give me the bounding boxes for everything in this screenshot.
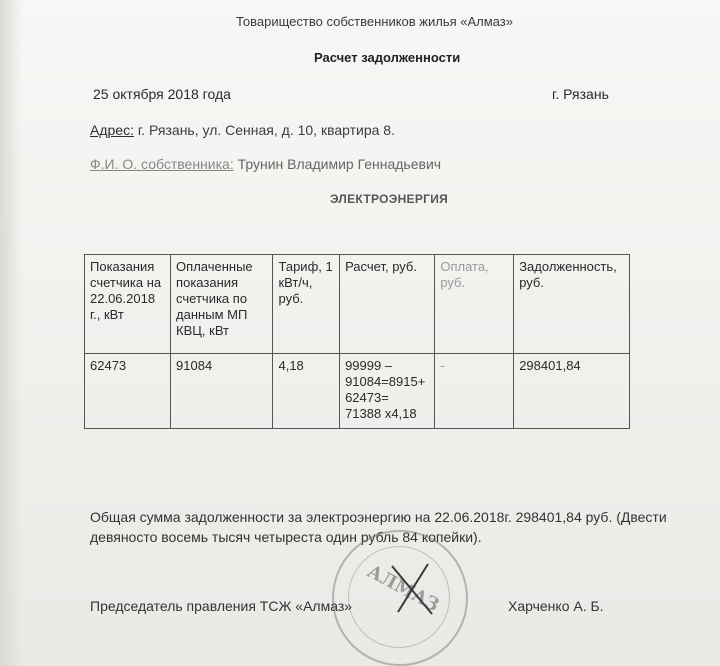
signature-mark <box>384 560 444 620</box>
calc-line: 71388 х4,18 <box>345 406 417 421</box>
signatory-name: Харченко А. Б. <box>508 598 604 614</box>
cell-paid-reading: 91084 <box>171 354 273 429</box>
table-row <box>85 354 630 429</box>
organization-name: Товарищество собственников жилья «Алмаз» <box>236 14 513 29</box>
signatory-position: Председатель правления ТСЖ «Алмаз» <box>90 598 353 614</box>
header-calculation: Расчет, руб. <box>340 255 435 354</box>
address-label: Адрес: <box>90 122 134 138</box>
address-line <box>90 122 395 138</box>
cell-debt: 298401,84 <box>514 354 630 429</box>
address-value: г. Рязань, ул. Сенная, д. 10, квартира 8. <box>133 122 395 138</box>
header-payment: Оплата, руб. <box>435 255 514 354</box>
calc-line: 91084=8915+ <box>345 374 426 389</box>
owner-label: Ф.И. О. собственника: <box>90 156 234 172</box>
header-debt: Задолженность, руб. <box>514 255 630 354</box>
cell-meter-reading: 62473 <box>85 354 171 429</box>
header-tariff: Тариф, 1 кВт/ч, руб. <box>273 255 340 354</box>
page-edge-shadow <box>0 0 22 666</box>
header-meter-reading: Показания счетчика на 22.06.2018 г., кВт <box>85 255 171 354</box>
cell-tariff: 4,18 <box>273 354 340 429</box>
stamp-text: АЛМАЗ <box>363 560 443 617</box>
total-debt-text: Общая сумма задолженности за электроэнергию на 22.06.2018г. 298401,84 руб. (Двести девяносто восемь тысяч четыреста один рубль 84 копейки). <box>90 509 667 545</box>
document-city: г. Рязань <box>552 86 609 102</box>
cell-calculation <box>340 354 435 429</box>
cell-payment: - <box>435 354 514 429</box>
debt-table <box>84 254 630 429</box>
calc-line: 62473= <box>345 390 389 405</box>
owner-value: Трунин Владимир Геннадьевич <box>233 156 442 172</box>
section-title: ЭЛЕКТРОЭНЕРГИЯ <box>330 192 449 206</box>
document-title: Расчет задолженности <box>314 50 461 65</box>
header-paid-reading: Оплаченные показания счетчика по данным МП КВЦ, кВт <box>171 255 273 354</box>
owner-line <box>90 156 441 172</box>
table-header-row <box>85 255 630 354</box>
calc-line: 99999 – <box>345 358 393 373</box>
document-date: 25 октября 2018 года <box>93 86 231 102</box>
